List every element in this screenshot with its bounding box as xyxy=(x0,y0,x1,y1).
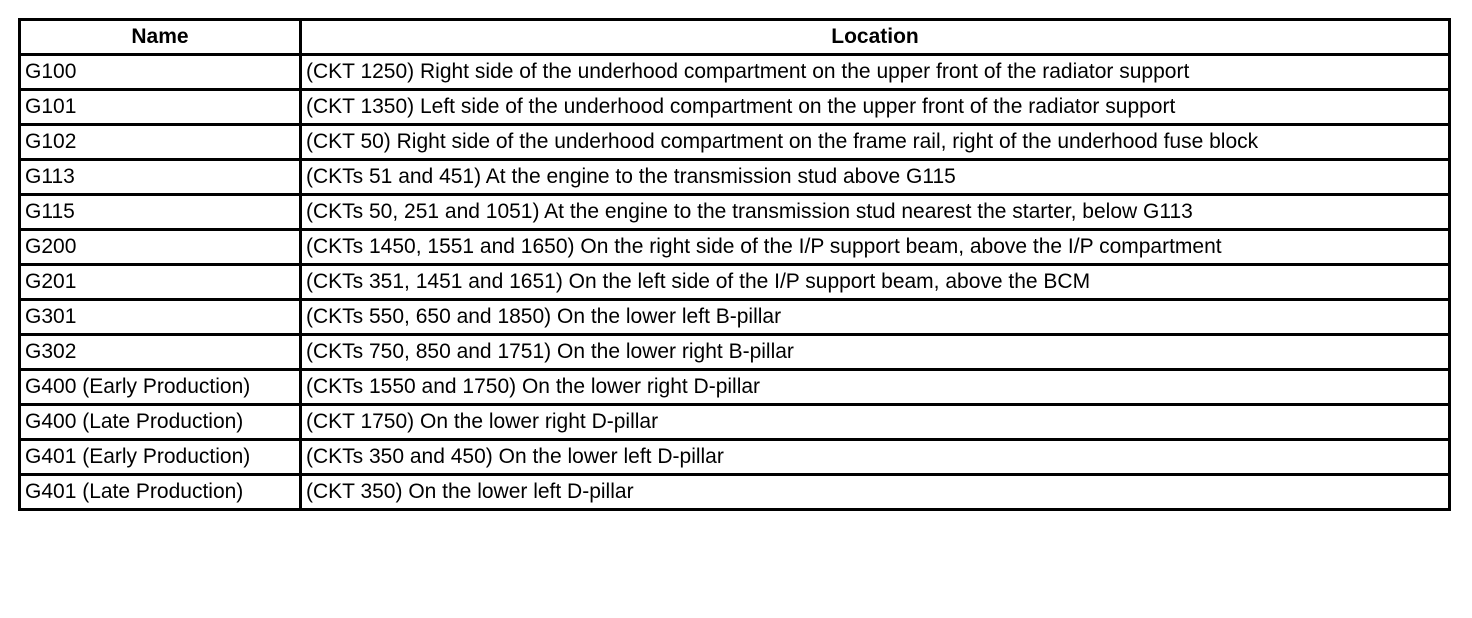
cell-location: (CKTs 550, 650 and 1850) On the lower left B-pillar xyxy=(301,300,1450,335)
cell-location: (CKTs 1550 and 1750) On the lower right D-pillar xyxy=(301,370,1450,405)
table-row xyxy=(20,125,1450,160)
cell-location: (CKT 1250) Right side of the underhood compartment on the upper front of the radiator support xyxy=(301,55,1450,90)
table-row xyxy=(20,195,1450,230)
cell-name: G201 xyxy=(20,265,301,300)
table-row xyxy=(20,475,1450,510)
table-row xyxy=(20,160,1450,195)
table-row xyxy=(20,300,1450,335)
table-row xyxy=(20,335,1450,370)
table-row xyxy=(20,440,1450,475)
cell-name: G100 xyxy=(20,55,301,90)
table-row xyxy=(20,55,1450,90)
cell-location: (CKTs 1450, 1551 and 1650) On the right side of the I/P support beam, above the I/P compartment xyxy=(301,230,1450,265)
cell-location: (CKT 350) On the lower left D-pillar xyxy=(301,475,1450,510)
table-row xyxy=(20,230,1450,265)
cell-location: (CKT 1750) On the lower right D-pillar xyxy=(301,405,1450,440)
column-header-location: Location xyxy=(301,20,1450,55)
cell-location: (CKTs 750, 850 and 1751) On the lower right B-pillar xyxy=(301,335,1450,370)
cell-name: G200 xyxy=(20,230,301,265)
column-header-name: Name xyxy=(20,20,301,55)
cell-name: G113 xyxy=(20,160,301,195)
cell-location: (CKTs 50, 251 and 1051) At the engine to the transmission stud nearest the starter, below G113 xyxy=(301,195,1450,230)
cell-name: G401 (Late Production) xyxy=(20,475,301,510)
cell-location: (CKTs 351, 1451 and 1651) On the left side of the I/P support beam, above the BCM xyxy=(301,265,1450,300)
cell-name: G115 xyxy=(20,195,301,230)
table-row xyxy=(20,405,1450,440)
cell-name: G102 xyxy=(20,125,301,160)
table-row xyxy=(20,370,1450,405)
cell-location: (CKT 1350) Left side of the underhood compartment on the upper front of the radiator support xyxy=(301,90,1450,125)
cell-name: G400 (Early Production) xyxy=(20,370,301,405)
cell-name: G401 (Early Production) xyxy=(20,440,301,475)
table-row xyxy=(20,265,1450,300)
cell-location: (CKTs 350 and 450) On the lower left D-pillar xyxy=(301,440,1450,475)
cell-name: G101 xyxy=(20,90,301,125)
table-row xyxy=(20,90,1450,125)
cell-name: G400 (Late Production) xyxy=(20,405,301,440)
cell-name: G302 xyxy=(20,335,301,370)
cell-location: (CKT 50) Right side of the underhood compartment on the frame rail, right of the underhood fuse block xyxy=(301,125,1450,160)
cell-location: (CKTs 51 and 451) At the engine to the transmission stud above G115 xyxy=(301,160,1450,195)
cell-name: G301 xyxy=(20,300,301,335)
ground-locations-table xyxy=(18,18,1451,511)
table-header-row xyxy=(20,20,1450,55)
